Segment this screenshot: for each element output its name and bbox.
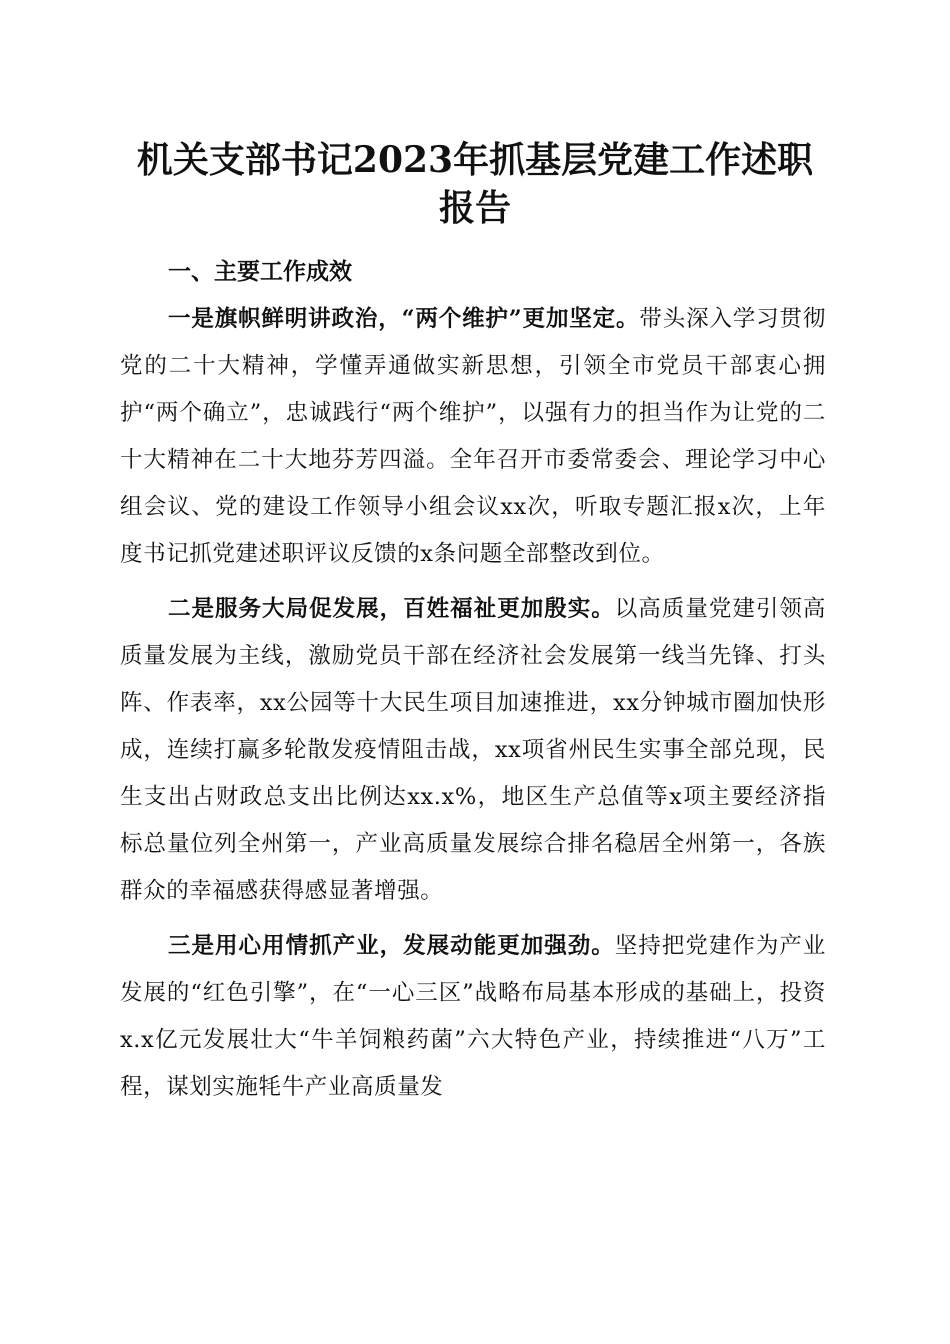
paragraph-1-lead: 一是旗帜鲜明讲政治，“两个维护”更加坚定。 [168, 306, 640, 332]
paragraph-3-text: 坚持把党建作为产业发展的“红色引擎”，在“一心三区”战略布局基本形成的基础上，投资x.x亿元发展壮大“牛羊饲粮药菌”六大特色产业，持续推进“八万”工程，谋划实施牦牛产业高质量发 [120, 933, 826, 1100]
document-title: 机关支部书记2023年抓基层党建工作述职报告 [136, 139, 814, 229]
paragraph-1 [120, 296, 826, 578]
document-body [120, 248, 826, 1119]
paragraph-3-lead: 三是用心用情抓产业，发展动能更加强劲。 [168, 933, 615, 959]
paragraph-2-text: 以高质量党建引领高质量发展为主线，激励党员干部在经济社会发展第一线当先锋、打头阵、作表率，xx公园等十大民生项目加速推进，xx分钟城市圈加快形成，连续打赢多轮散发疫情阻击战，xx项省州民生实事全部兑现，民生支出占财政总支出比例达xx.x%，地区生产总值等x项主要经济指标总量位列全州第一，产业高质量发展综合排名稳居全州第一，各族群众的幸福感获得感显著增强。 [120, 596, 826, 904]
paragraph-1-text: 带头深入学习贯彻党的二十大精神，学懂弄通做实新思想，引领全市党员干部衷心拥护“两个确立”，忠诚践行“两个维护”，以强有力的担当作为让党的二十大精神在二十大地芬芳四溢。全年召开市委常委会、理论学习中心组会议、党的建设工作领导小组会议xx次，听取专题汇报x次，上年度书记抓党建述职评议反馈的x条问题全部整改到位。 [120, 306, 826, 567]
section-heading: 一、主要工作成效 [168, 259, 352, 285]
paragraph-2-lead: 二是服务大局促发展，百姓福祉更加殷实。 [168, 596, 615, 622]
paragraph-2 [120, 586, 826, 915]
paragraph-3 [120, 923, 826, 1111]
